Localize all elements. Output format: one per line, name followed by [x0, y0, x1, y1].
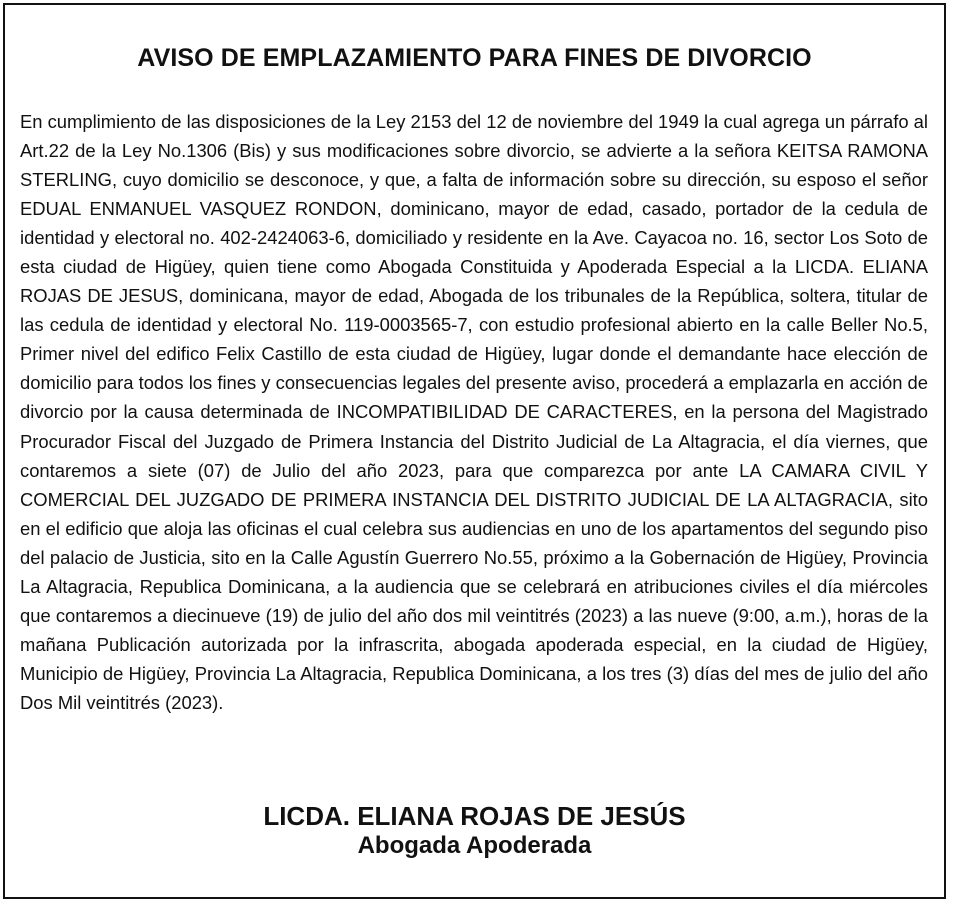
notice-title: AVISO DE EMPLAZAMIENTO PARA FINES DE DIVORCIO	[137, 44, 812, 72]
signature-block	[5, 801, 944, 859]
legal-notice-frame	[3, 3, 946, 899]
signature-role: Abogada Apoderada	[357, 832, 592, 859]
signature-name: LICDA. ELIANA ROJAS DE JESÚS	[263, 801, 686, 831]
notice-body-text: En cumplimiento de las disposiciones de la Ley 2153 del 12 de noviembre del 1949 la cual agrega un párrafo al Art.22 de la Ley No.1306 (Bis) y sus modificaciones sobre divorcio, se advierte a la señora KEITSA RAMONA STERLING, cuyo domicilio se desconoce, y que, a falta de información sobre su dirección, su esposo el señor EDUAL ENMANUEL VASQUEZ RONDON, dominicano, mayor de edad, casado, portador de la cedula de identidad y electoral no. 402-2424063-6, domiciliado y residente en la Ave. Cayacoa no. 16, sector Los Soto de esta ciudad de Higüey, quien tiene como Abogada Constituida y Apoderada Especial a la LICDA. ELIANA ROJAS DE JESUS, dominicana, mayor de edad, Abogada de los tribunales de la República, soltera, titular de las cedula de identidad y electoral No. 119-0003565-7, con estudio profesional abierto en la calle Beller No.5, Primer nivel del edifico Felix Castillo de esta ciudad de Higüey, lugar donde el demandante hace elección de domicilio para todos los fines y consecuencias legales del presente aviso, procederá a emplazarla en acción de divorcio por la causa determinada de INCOMPATIBILIDAD DE CARACTERES, en la persona del Magistrado Procurador Fiscal del Juzgado de Primera Instancia del Distrito Judicial de La Altagracia, el día viernes, que contaremos a siete (07) de Julio del año 2023, para que comparezca por ante LA CAMARA CIVIL Y COMERCIAL DEL JUZGADO DE PRIMERA INSTANCIA DEL DISTRITO JUDICIAL DE LA ALTAGRACIA, sito en el edificio que aloja las oficinas el cual celebra sus audiencias en uno de los apartamentos del segundo piso del palacio de Justicia, sito en la Calle Agustín Guerrero No.55, próximo a la Gobernación de Higüey, Provincia La Altagracia, Republica Dominicana, a la audiencia que se celebrará en atribuciones civiles el día miércoles que contaremos a diecinueve (19) de julio del año dos mil veintitrés (2023) a las nueve (9:00, a.m.), horas de la mañana Publicación autorizada por la infrascrita, abogada apoderada especial, en la ciudad de Higüey, Municipio de Higüey, Provincia La Altagracia, Republica Dominicana, a los tres (3) días del mes de julio del año Dos Mil veintitrés (2023).	[20, 111, 928, 713]
